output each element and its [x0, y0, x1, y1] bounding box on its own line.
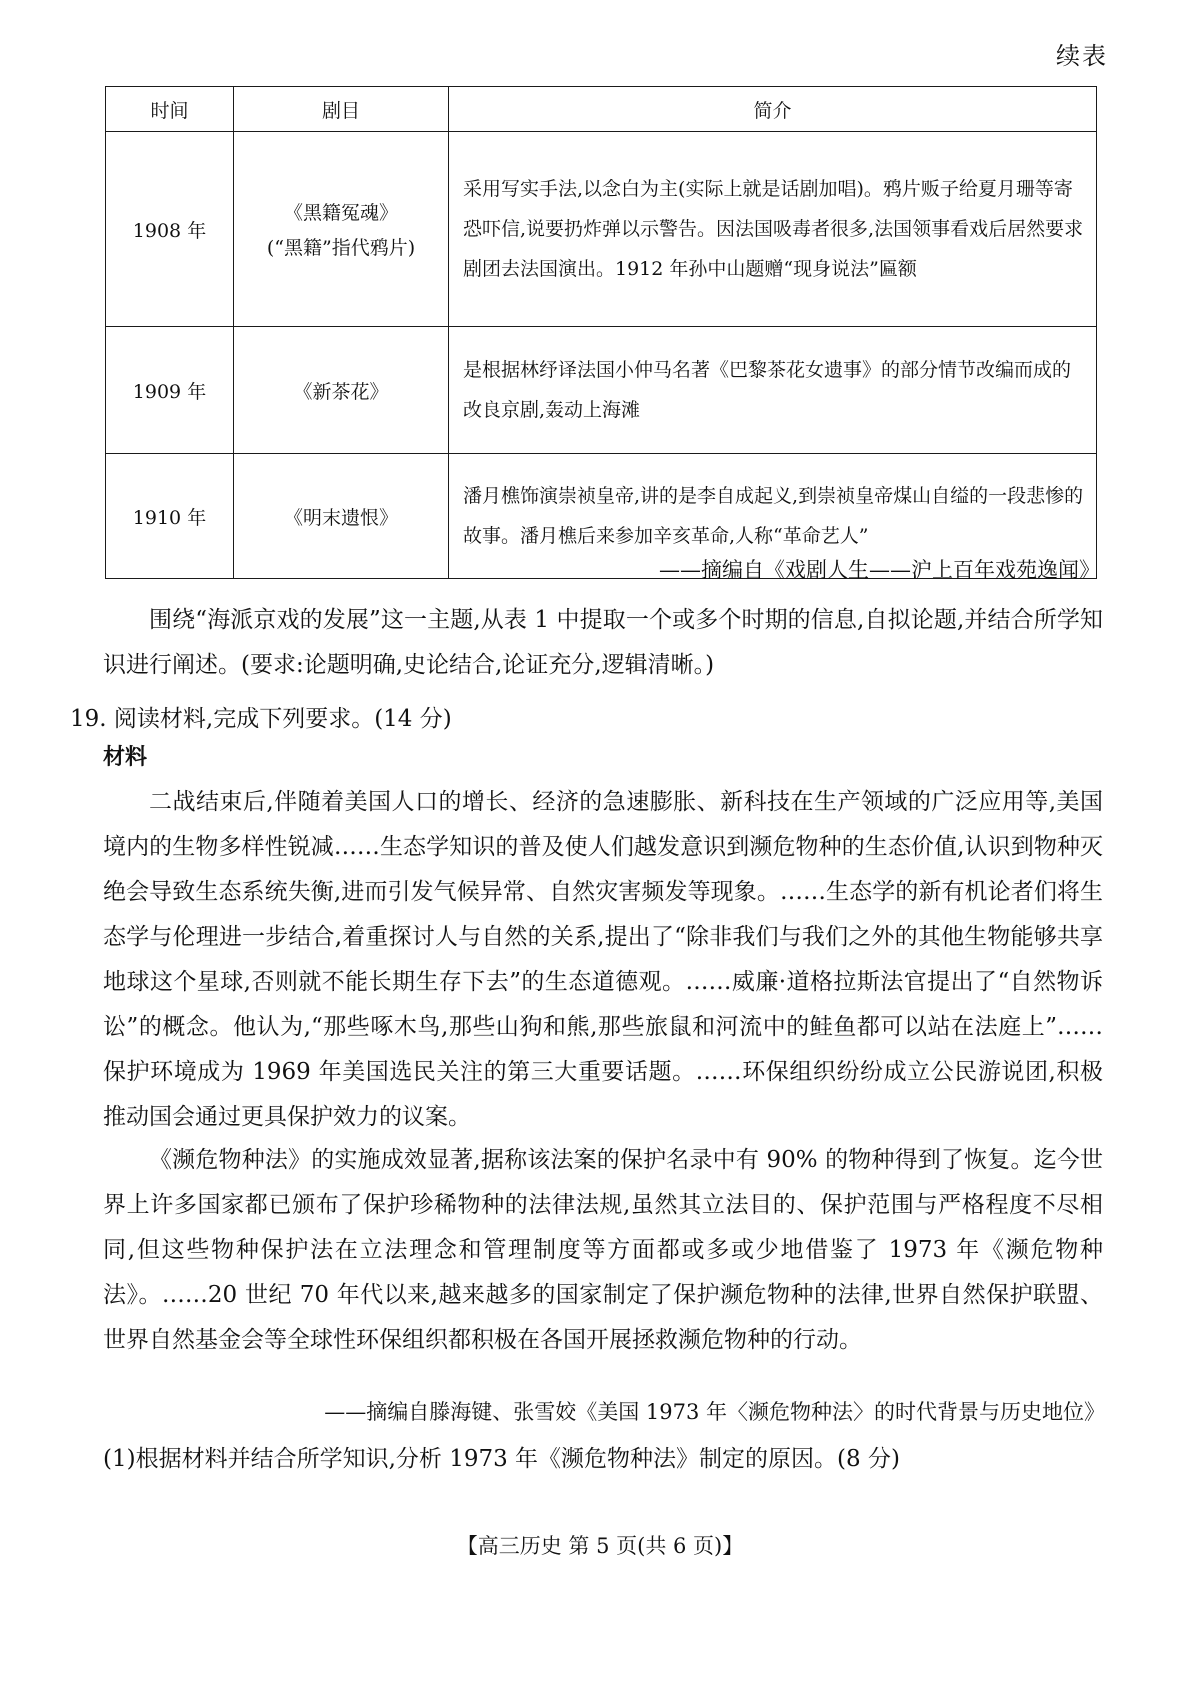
cell-desc: 采用写实手法,以念白为主(实际上就是话剧加唱)。鸦片贩子给夏月珊等寄恐吓信,说要扔炸弹以示警告。因法国吸毒者很多,法国领事看戏后居然要求剧团去法国演出。1912 年孙中山题赠“现身说法”匾额: [449, 132, 1097, 327]
cell-title: 《明末遗恨》: [234, 454, 449, 579]
material-source: ——摘编自滕海键、张雪姣《美国 1973 年〈濒危物种法〉的时代背景与历史地位》: [324, 1400, 1105, 1424]
q19-heading: 19. 阅读材料,完成下列要求。(14 分): [70, 706, 452, 732]
header-play: 剧目: [234, 87, 449, 132]
continued-label: 续表: [1056, 42, 1108, 70]
q18-prompt: 围绕“海派京戏的发展”这一主题,从表 1 中提取一个或多个时期的信息,自拟论题,并结合所学知识进行阐述。(要求:论题明确,史论结合,论证充分,逻辑清晰。): [103, 607, 1103, 678]
drama-table: [105, 86, 1097, 579]
page-footer: 【高三历史 第 5 页(共 6 页)】: [456, 1534, 744, 1558]
material-label: 材料: [103, 744, 148, 770]
cell-desc: 潘月樵饰演崇祯皇帝,讲的是李自成起义,到崇祯皇帝煤山自缢的一段悲惨的故事。潘月樵后来参加辛亥革命,人称“革命艺人”: [449, 454, 1097, 579]
cell-year: 1909 年: [106, 327, 234, 454]
header-time: 时间: [106, 87, 234, 132]
material-paragraph-1: 二战结束后,伴随着美国人口的增长、经济的急速膨胀、新科技在生产领域的广泛应用等,美国境内的生物多样性锐减……生态学知识的普及使人们越发意识到濒危物种的生态价值,认识到物种灭绝会导致生态系统失衡,进而引发气候异常、自然灾害频发等现象。……生态学的新有机论者们将生态学与伦理进一步结合,着重探讨人与自然的关系,提出了“除非我们与我们之外的其他生物能够共享地球这个星球,否则就不能长期生存下去”的生态道德观。……威廉·道格拉斯法官提出了“自然物诉讼”的概念。他认为,“那些啄木鸟,那些山狗和熊,那些旅鼠和河流中的鲑鱼都可以站在法庭上”……保护环境成为 1969 年美国选民关注的第三大重要话题。……环保组织纷纷成立公民游说团,积极推动国会通过更具保护效力的议案。: [103, 789, 1103, 1130]
cell-desc: 是根据林纾译法国小仲马名著《巴黎茶花女遗事》的部分情节改编而成的改良京剧,轰动上海滩: [449, 327, 1097, 454]
table-source: ——摘编自《戏剧人生——沪上百年戏苑逸闻》: [659, 558, 1100, 582]
table-header-row: [106, 87, 1097, 132]
play-title: 《黑籍冤魂》: [283, 202, 398, 224]
cell-year: 1910 年: [106, 454, 234, 579]
header-intro: 简介: [449, 87, 1097, 132]
table-row: [106, 327, 1097, 454]
q19-subquestion-1: (1)根据材料并结合所学知识,分析 1973 年《濒危物种法》制定的原因。(8 分): [103, 1446, 900, 1472]
table-row: [106, 132, 1097, 327]
material-paragraph-2: 《濒危物种法》的实施成效显著,据称该法案的保护名录中有 90% 的物种得到了恢复。迄今世界上许多国家都已颁布了保护珍稀物种的法律法规,虽然其立法目的、保护范围与严格程度不尽相同,但这些物种保护法在立法理念和管理制度等方面都或多或少地借鉴了 1973 年《濒危物种法》。……20 世纪 70 年代以来,越来越多的国家制定了保护濒危物种的法律,世界自然保护联盟、世界自然基金会等全球性环保组织都积极在各国开展拯救濒危物种的行动。: [103, 1147, 1103, 1353]
cell-year: 1908 年: [106, 132, 234, 327]
cell-title: 《新茶花》: [234, 327, 449, 454]
play-title-note: (“黑籍”指代鸦片): [266, 237, 416, 259]
cell-title: [234, 132, 449, 327]
